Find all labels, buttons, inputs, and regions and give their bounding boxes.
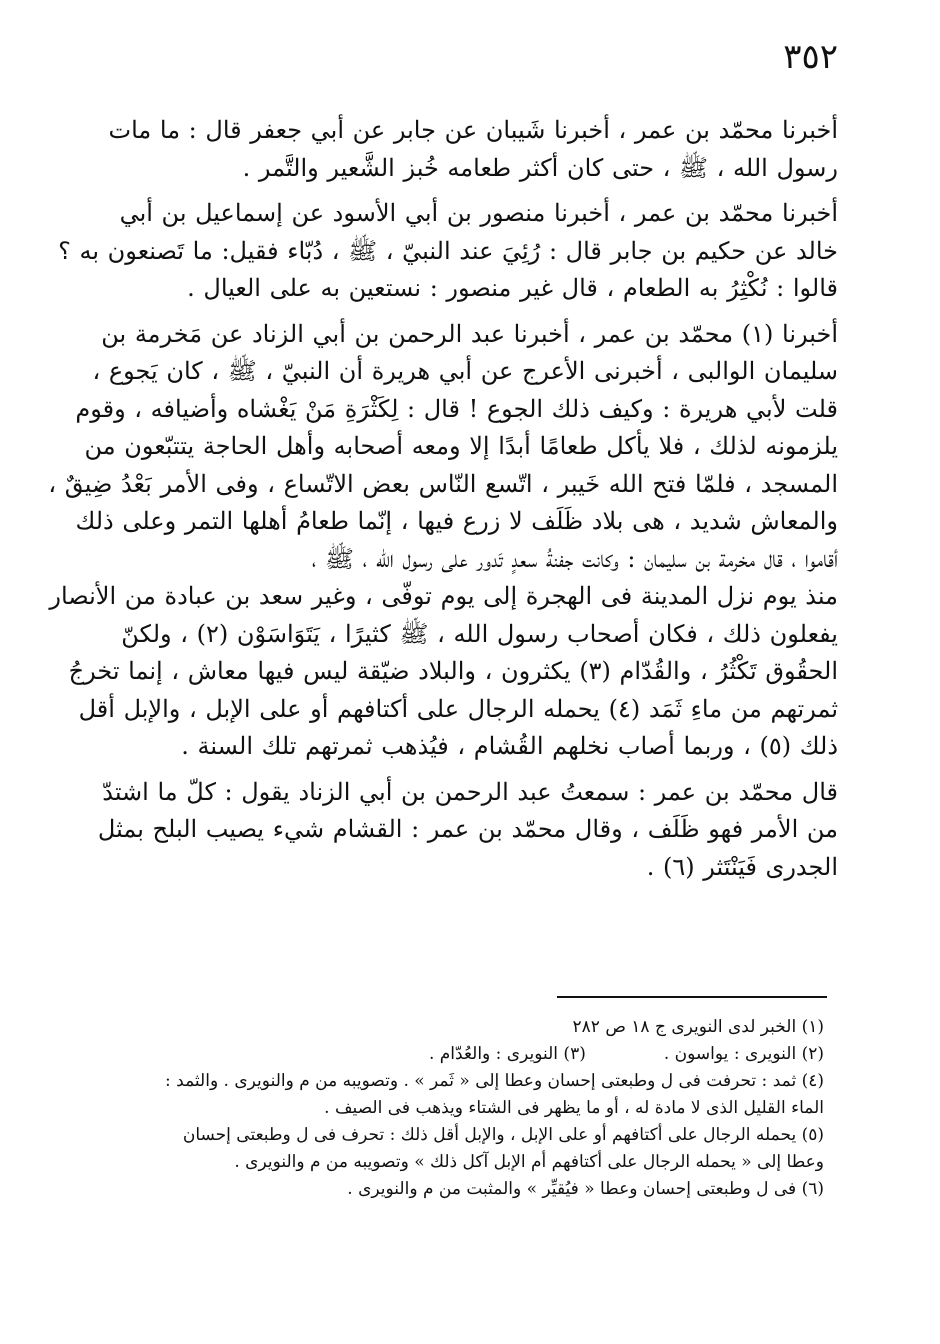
footnotes-block — [120, 1014, 824, 1203]
text-line: ثمرتهم من ماءِ ثَمَد (٤) يحمله الرجال على أكتافهم أو على الإبل ، والإبل أقل — [78, 694, 838, 723]
text-line: أقاموا ، قال مخرمة بن سليمان : وكانت جفنةُ سعدٍ تَدور على رسول الله ، ﷺ ، — [311, 544, 838, 573]
text-line: أخبرنا محمّد بن عمر ، أخبرنا شَيبان عن جابر عن أبي جعفر قال : ما مات — [108, 116, 838, 144]
text-line: قالوا : نُكْثِرُ به الطعام ، قال غير منصور : نستعين به على العيال . — [187, 274, 838, 302]
hadith-paragraph-3 — [48, 316, 838, 766]
footnote-5-line-1: (٥) يحمله الرجال على أكتافهم أو على الإبل ، والإبل أقل ذلك : تحرف فى ل وطبعتى إحسان — [182, 1125, 824, 1145]
footnote-4-line-1: (٤) ثمد : تحرفت فى ل وطبعتى إحسان وعطا إلى « ثَمر » . وتصويبه من م والنويرى . والثمد : — [165, 1071, 824, 1091]
text-line: قال محمّد بن عمر : سمعتُ عبد الرحمن بن أبي الزناد يقول : كلّ ما اشتدّ — [102, 777, 838, 806]
main-text-block — [48, 112, 838, 886]
footnote-4-line-2: الماء القليل الذى لا مادة له ، أو ما يظهر فى الشتاء ويذهب فى الصيف . — [324, 1098, 824, 1118]
text-line: ذلك (٥) ، وربما أصاب نخلهم القُشام ، فيُذهب ثمرتهم تلك السنة . — [181, 732, 838, 760]
page-number: ٣٥٢ — [783, 37, 838, 77]
text-line: خالد عن حكيم بن جابر قال : رُئِيَ عند النبيّ ، ﷺ ، دُبّاء فقيل: ما تَصنعون به ؟ — [58, 236, 838, 265]
footnote-1: (١) الخبر لدى النويرى ج ١٨ ص ٢٨٢ — [572, 1017, 824, 1037]
text-line: من الأمر فهو ظَلَف ، وقال محمّد بن عمر : القشام شيء يصيب البلح بمثل — [97, 815, 838, 843]
footnote-5-line-2: وعطا إلى « يحمله الرجال على أكتافهم أم الإبل آكل ذلك » وتصويبه من م والنويرى . — [234, 1152, 824, 1172]
text-line: سليمان الوالبى ، أخبرنى الأعرج عن أبي هريرة أن النبيّ ، ﷺ ، كان يَجوع ، — [92, 357, 838, 385]
footnote-2: (٢) النويرى : يواسون . — [663, 1044, 824, 1064]
text-line: يلزمونه لذلك ، فلا يأكل طعامًا أبدًا إلا ومعه أصحابه وأهل الحاجة يتتبّعون من — [84, 432, 838, 460]
text-line: والمعاش شديد ، هى بلاد ظَلَف لا زرع فيها ، إنّما طعامُ أهلها التمر وعلى ذلك — [75, 507, 838, 535]
hadith-paragraph-4 — [97, 774, 838, 887]
hadith-paragraph-2 — [58, 195, 838, 308]
text-line: أخبرنا (١) محمّد بن عمر ، أخبرنا عبد الرحمن بن أبي الزناد عن مَخرمة بن — [101, 319, 838, 348]
text-line: أخبرنا محمّد بن عمر ، أخبرنا منصور بن أبي الأسود عن إسماعيل بن أبي — [119, 199, 838, 227]
footnote-row-2-3 — [120, 1041, 824, 1068]
footnote-6: (٦) فى ل وطبعتى إحسان وعطا « فيُقيِّر » والمثبت من م والنويرى . — [347, 1179, 824, 1199]
text-line: رسول الله ، ﷺ ، حتى كان أكثر طعامه خُبز الشَّعير والتَّمر . — [242, 153, 838, 182]
text-line: منذ يوم نزل المدينة فى الهجرة إلى يوم توفّى ، وغير سعد بن عبادة من الأنصار — [49, 582, 838, 610]
text-line: الحقُوق تَكْثُرُ ، والقُدّام (٣) يكثرون ، والبلاد ضيّقة ليس فيها معاش ، إنما تخرجُ — [68, 657, 838, 685]
text-line: الجدرى فَيَنْتَثر (٦) . — [646, 852, 838, 881]
footnote-3: (٣) النويرى : والعُدّام . — [428, 1044, 586, 1064]
text-line: يفعلون ذلك ، فكان أصحاب رسول الله ، ﷺ كثيرًا ، يَتَوَاسَوْن (٢) ، ولكنّ — [121, 619, 838, 648]
text-line: المسجد ، فلمّا فتح الله خَيبر ، اتّسع النّاس بعض الاتّساع ، وفى الأمر بَعْدُ ضِيقٌ ، — [48, 469, 838, 498]
hadith-paragraph-1 — [108, 112, 838, 187]
footnote-divider — [557, 996, 827, 998]
text-line: قلت لأبي هريرة : وكيف ذلك الجوع ! قال : لِكَثْرَةِ مَنْ يَغْشاه وأضيافه ، وقوم — [75, 394, 838, 423]
